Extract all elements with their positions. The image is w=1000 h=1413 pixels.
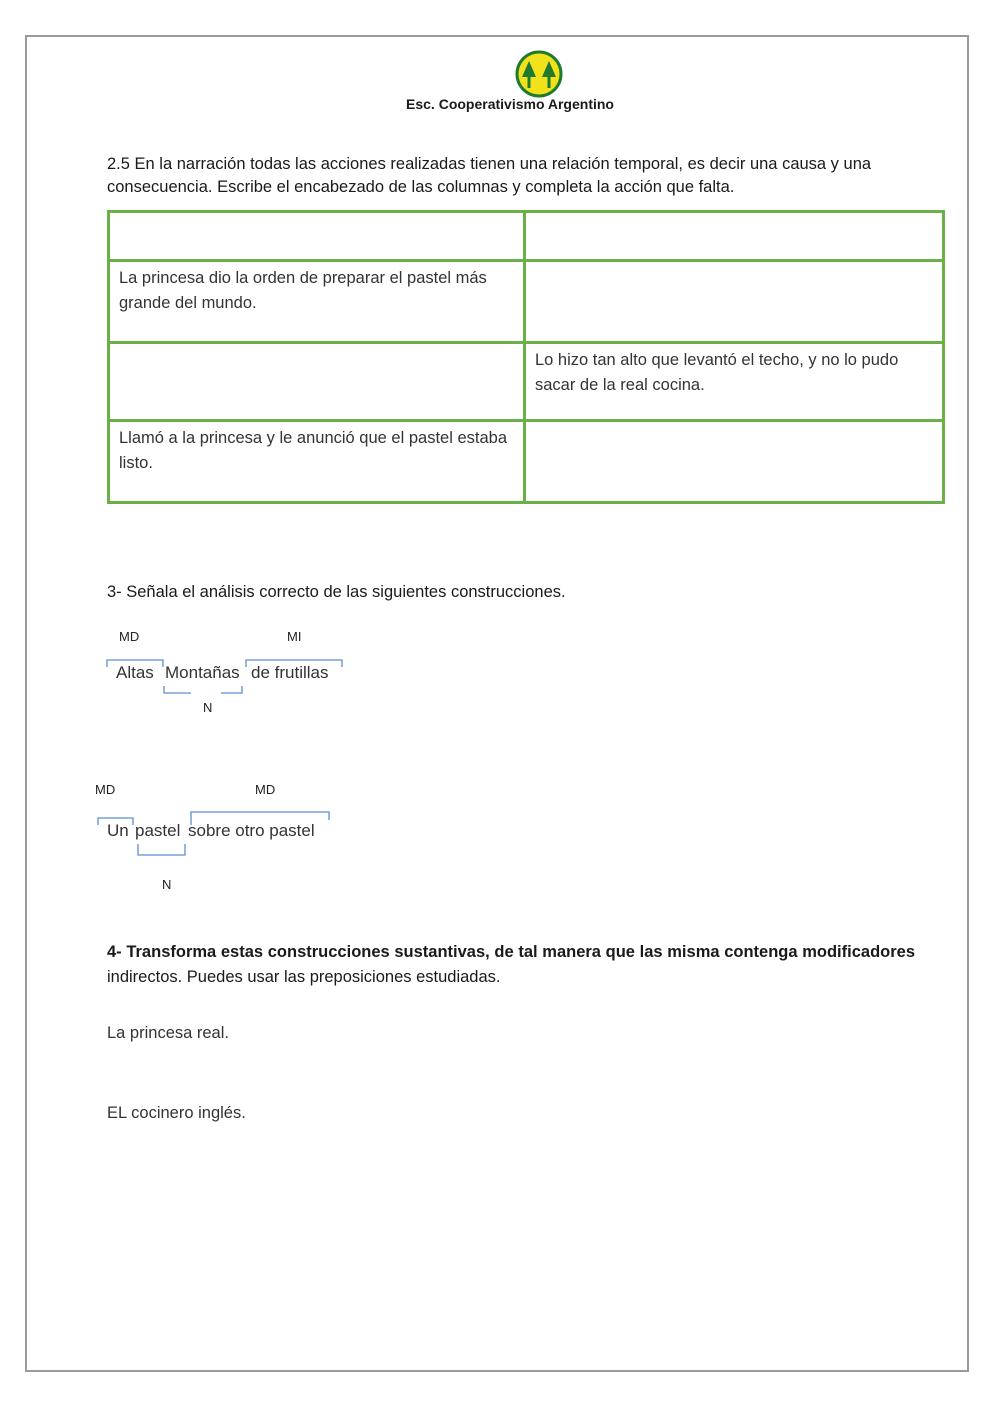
- construction-word: sobre otro pastel: [188, 821, 315, 840]
- label-mi: MI: [287, 629, 302, 644]
- label-n: N: [162, 877, 172, 892]
- label-md: MD: [119, 629, 140, 644]
- label-md: MD: [255, 782, 276, 797]
- table-row: [109, 421, 944, 503]
- section-4-instruction: [107, 940, 915, 990]
- school-name: Esc. Cooperativismo Argentino: [406, 96, 614, 112]
- table-header-row: [109, 212, 944, 261]
- section-2-5-instruction: 2.5 En la narración todas las acciones realizadas tienen una relación temporal, es decir una causa y una consecuencia. Escribe el encabezado de las columnas y completa la acción que falta.: [107, 155, 872, 196]
- table-cell: La princesa dio la orden de preparar el pastel más grande del mundo.: [109, 261, 525, 343]
- construction-word: Montañas: [165, 663, 240, 682]
- section-3-instruction: 3- Señala el análisis correcto de las siguientes construcciones.: [107, 583, 566, 601]
- exercise-item: EL cocinero inglés.: [107, 1104, 246, 1122]
- table-cell-blank[interactable]: [109, 343, 525, 421]
- exercise-item: La princesa real.: [107, 1024, 229, 1042]
- table-row: [109, 261, 944, 343]
- label-n: N: [203, 700, 213, 715]
- table-row: [109, 343, 944, 421]
- construction-word: pastel: [135, 821, 181, 840]
- table-cell: Lo hizo tan alto que levantó el techo, y no lo pudo sacar de la real cocina.: [525, 343, 944, 421]
- header-cell-consequence[interactable]: [525, 212, 944, 261]
- construction-word: Un: [107, 821, 129, 840]
- section-4-instruction-rest: indirectos. Puedes usar las preposiciones estudiadas.: [107, 968, 501, 986]
- section-4-instruction-bold: 4- Transforma estas construcciones sustantivas, de tal manera que las misma contenga modificadores: [107, 943, 915, 961]
- header-cell-cause[interactable]: [109, 212, 525, 261]
- construction-word: Altas: [116, 663, 154, 682]
- table-cell: Llamó a la princesa y le anunció que el pastel estaba listo.: [109, 421, 525, 503]
- table-cell-blank[interactable]: [525, 261, 944, 343]
- school-logo-icon: [515, 50, 563, 98]
- construction-word: de frutillas: [251, 663, 329, 682]
- label-md: MD: [95, 782, 116, 797]
- table-cell-blank[interactable]: [525, 421, 944, 503]
- cause-consequence-table: [107, 210, 945, 504]
